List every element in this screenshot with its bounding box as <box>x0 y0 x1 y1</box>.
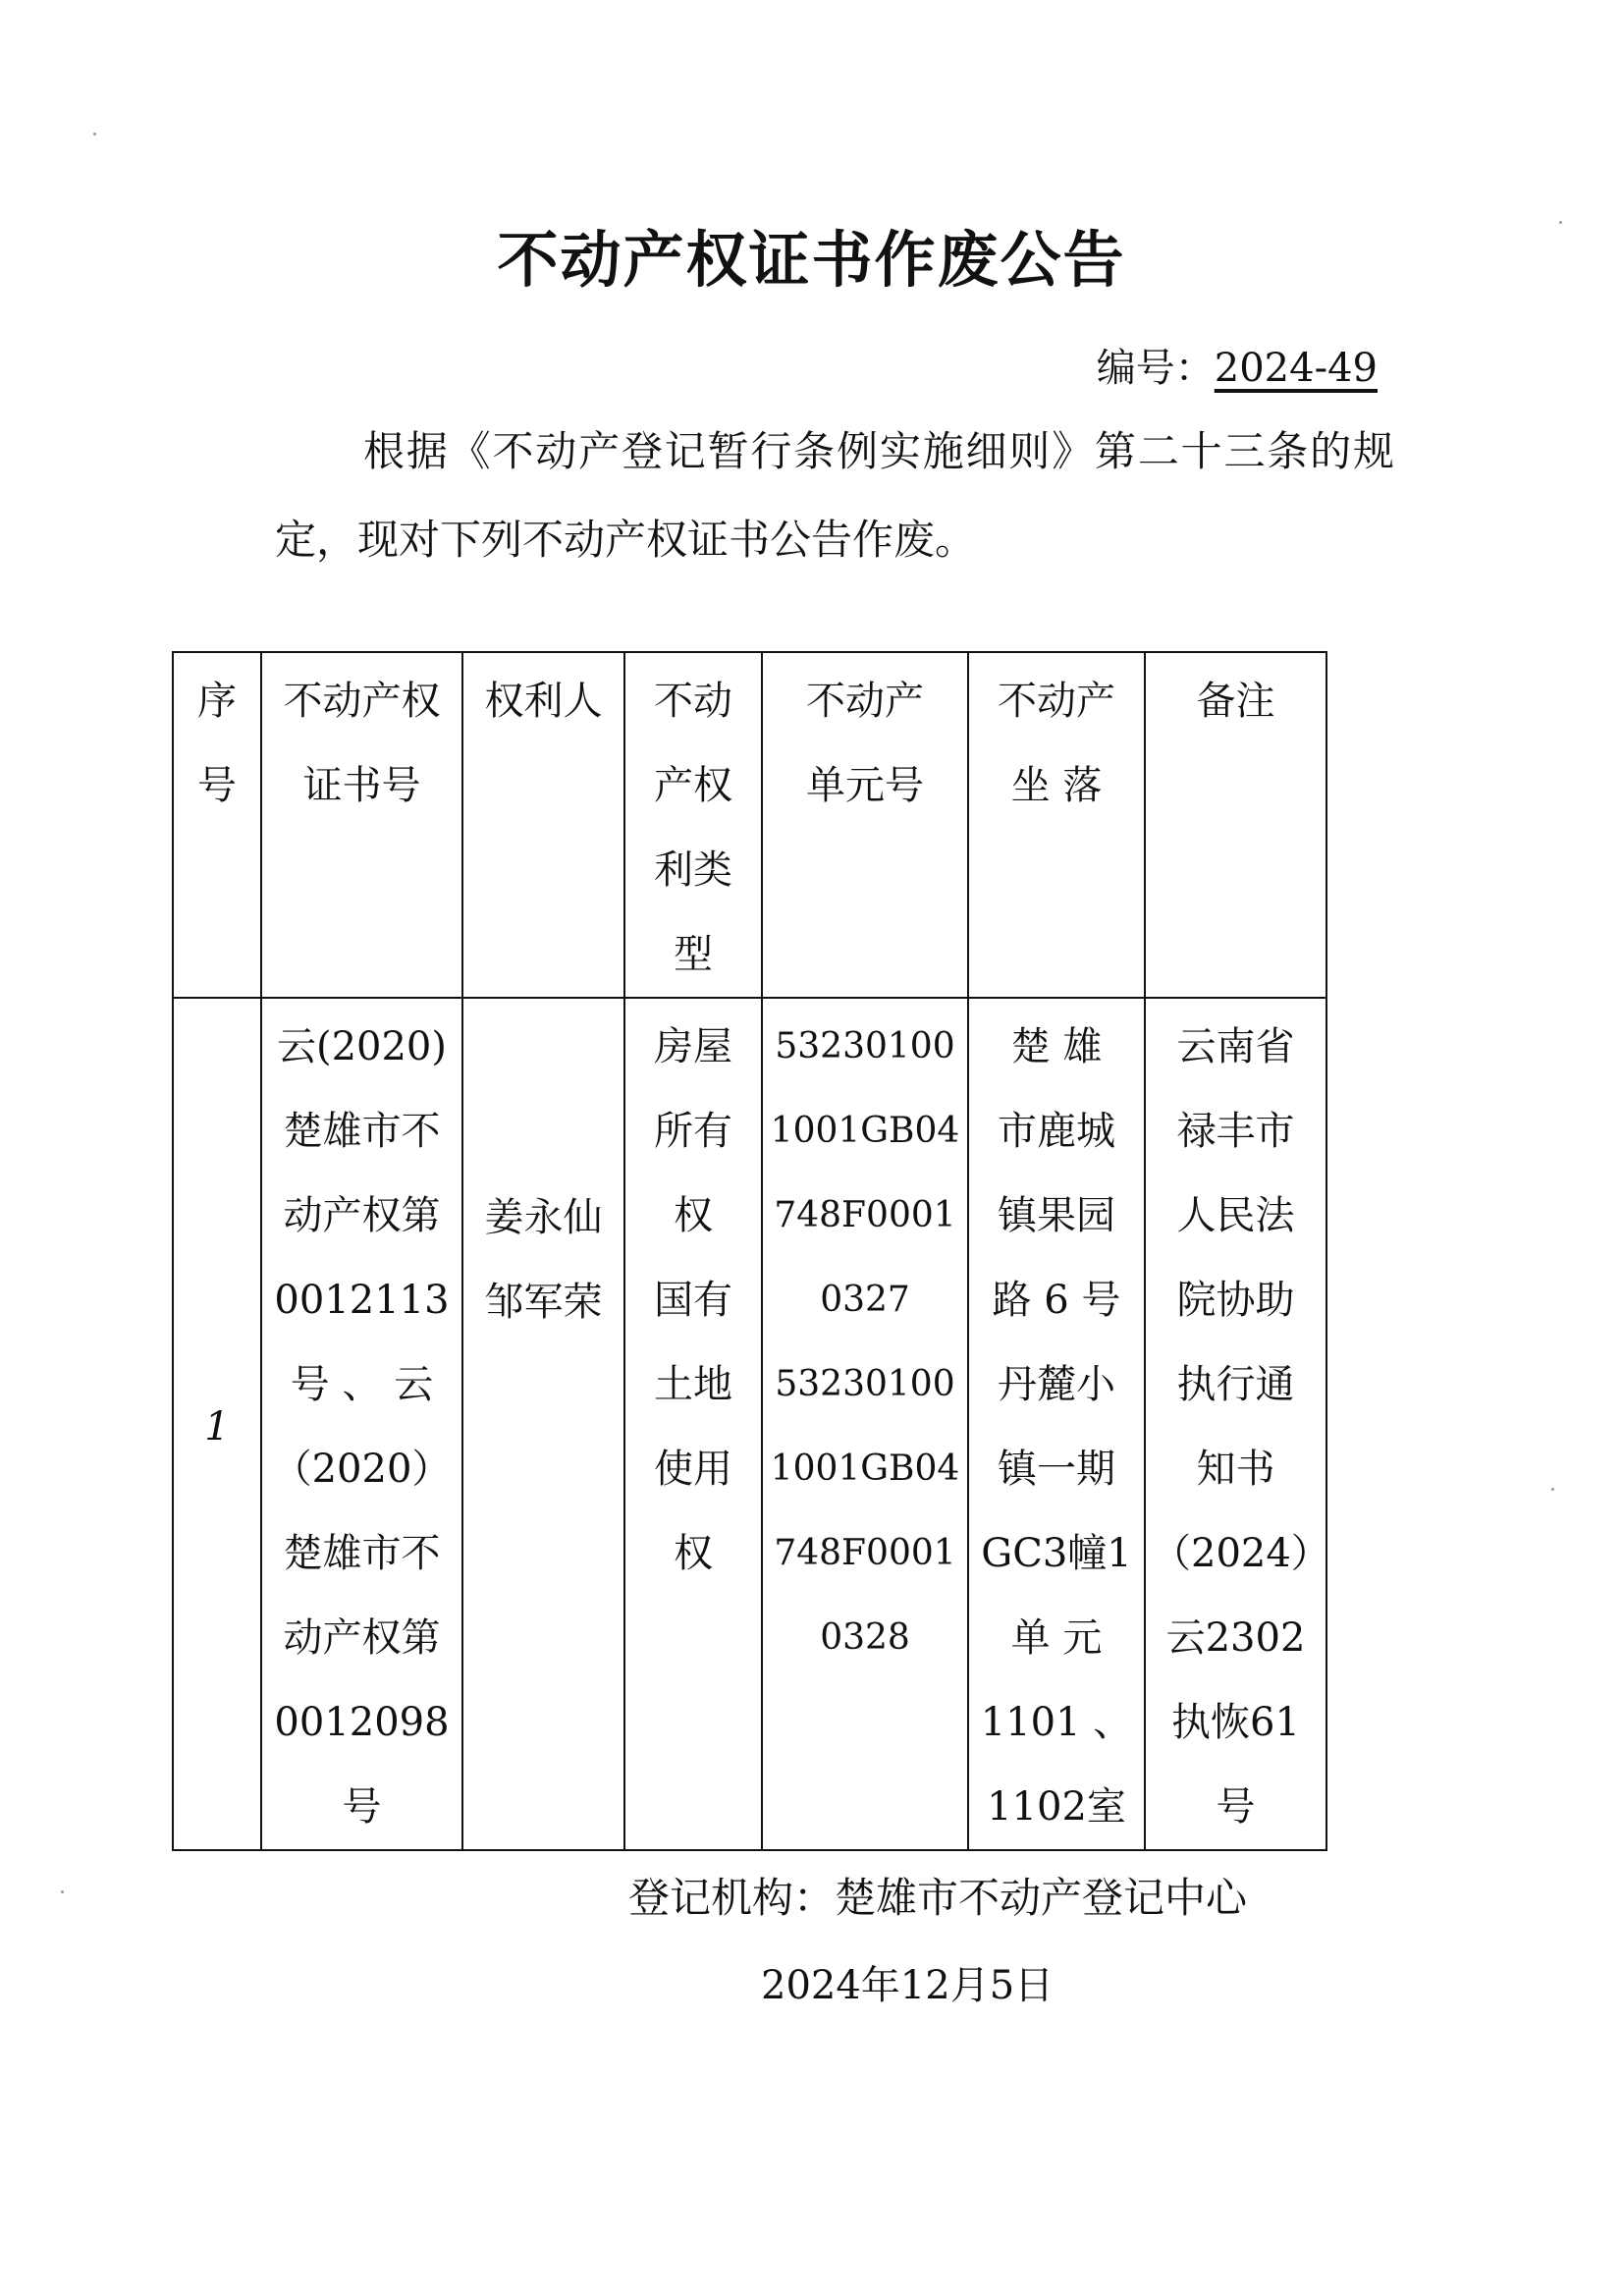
cell-line: 序 <box>197 679 237 724</box>
cell-line: 1102室 <box>987 1784 1126 1830</box>
cell-line: （2020） <box>272 1447 452 1492</box>
cell-unit-no <box>762 998 968 1850</box>
cell-line: 备注 <box>1196 679 1275 724</box>
cell-line: 执恢61 <box>1171 1700 1300 1745</box>
cell-line: （2024） <box>1152 1531 1330 1576</box>
cell-line: 748F0001 <box>774 1533 956 1573</box>
cell-line: 单 元 <box>1010 1615 1103 1661</box>
intro-paragraph: 根据《不动产登记暂行条例实施细则》第二十三条的规定，现对下列不动产权证书公告作废。 <box>275 427 1394 564</box>
cell-line: 产权 <box>654 763 732 808</box>
header-location <box>968 652 1145 998</box>
cell-line: 53230100 <box>775 1364 955 1404</box>
cell-line: 0327 <box>820 1280 910 1320</box>
scan-speck <box>1551 1488 1554 1491</box>
cell-line: 1101 、 <box>980 1700 1133 1745</box>
cell-line: 号 <box>1216 1784 1256 1830</box>
cell-line: 0012113 <box>274 1278 450 1323</box>
cell-owner <box>462 998 624 1850</box>
cell-line: 市鹿城 <box>998 1109 1115 1154</box>
cell-line: 单元号 <box>806 763 924 808</box>
cell-line: 号 、 云 <box>290 1362 434 1407</box>
cell-line: 房屋 <box>654 1024 732 1069</box>
header-cert-no <box>261 652 462 998</box>
cell-line: 院协助 <box>1176 1278 1295 1323</box>
cell-cert-no <box>261 998 462 1850</box>
cell-line: 邹军荣 <box>484 1280 603 1325</box>
cell-line: 型 <box>674 932 713 977</box>
document-number-value: 2024-49 <box>1214 346 1378 391</box>
cell-line: 0012098 <box>274 1700 450 1745</box>
cell-line: 镇一期 <box>998 1447 1115 1492</box>
header-remark <box>1145 652 1326 998</box>
cell-line: 权利人 <box>484 679 603 724</box>
cell-right-type <box>624 998 762 1850</box>
scan-speck <box>93 133 96 136</box>
cell-line: 1001GB04 <box>770 1449 960 1489</box>
cell-line: 云南省 <box>1176 1024 1295 1069</box>
cell-line: 号 <box>197 763 237 808</box>
cell-line: 所有 <box>654 1109 732 1154</box>
header-unit-no <box>762 652 968 998</box>
table-header-row <box>173 652 1326 998</box>
scan-speck <box>1559 221 1562 224</box>
page-title: 不动产权证书作废公告 <box>497 224 1126 296</box>
cell-line: 不动产 <box>998 679 1115 724</box>
cell-line: 权 <box>674 1531 713 1576</box>
cell-line: 镇果园 <box>998 1193 1115 1238</box>
cell-line: 路 6 号 <box>992 1278 1121 1323</box>
cell-line: 丹麓小 <box>998 1362 1115 1407</box>
cell-line: 748F0001 <box>774 1195 956 1235</box>
cell-line: 坐 落 <box>1010 763 1103 808</box>
registration-agency: 登记机构：楚雄市不动产登记中心 <box>628 1874 1248 1922</box>
document-number-label: 编号： <box>1096 346 1215 391</box>
cell-line: 人民法 <box>1176 1193 1295 1238</box>
cell-line: 不动产 <box>806 679 924 724</box>
header-owner <box>462 652 624 998</box>
cell-line: 姜永仙 <box>484 1195 603 1240</box>
cell-line: 云(2020) <box>276 1024 447 1069</box>
header-right-type <box>624 652 762 998</box>
cell-line: 证书号 <box>302 763 421 808</box>
cell-line: 不动 <box>654 679 732 724</box>
cell-line: 楚雄市不 <box>283 1531 441 1576</box>
cell-line: 权 <box>674 1193 713 1238</box>
cell-line: 动产权第 <box>283 1615 441 1661</box>
cell-line: 53230100 <box>775 1026 955 1066</box>
cell-line: 云2302 <box>1165 1615 1306 1661</box>
cell-location <box>968 998 1145 1850</box>
cell-line: 号 <box>342 1784 382 1830</box>
cell-line: 不动产权 <box>283 679 441 724</box>
cell-remark <box>1145 998 1330 1850</box>
certificate-table <box>172 651 1330 1851</box>
cell-line: 动产权第 <box>283 1193 441 1238</box>
cell-line: 国有 <box>654 1278 732 1323</box>
cell-line: 利类 <box>654 847 732 893</box>
cell-line: 楚 雄 <box>1010 1024 1103 1069</box>
cell-line: 楚雄市不 <box>283 1109 441 1154</box>
cell-line: 禄丰市 <box>1176 1109 1295 1154</box>
table-row <box>173 998 1326 1850</box>
announcement-date: 2024年12月5日 <box>761 1963 1055 2008</box>
header-seq <box>173 652 261 998</box>
cell-line: 知书 <box>1196 1447 1275 1492</box>
cell-line: 1001GB04 <box>770 1111 960 1151</box>
cell-line: 0328 <box>820 1617 910 1658</box>
cell-line: GC3幢1 <box>981 1531 1132 1576</box>
cell-line: 使用 <box>654 1447 732 1492</box>
cell-line: 土地 <box>654 1362 732 1407</box>
scan-speck <box>61 1890 64 1893</box>
cell-line: 执行通 <box>1176 1362 1295 1407</box>
cell-seq: 1 <box>173 998 261 1850</box>
document-number <box>1097 337 1378 393</box>
